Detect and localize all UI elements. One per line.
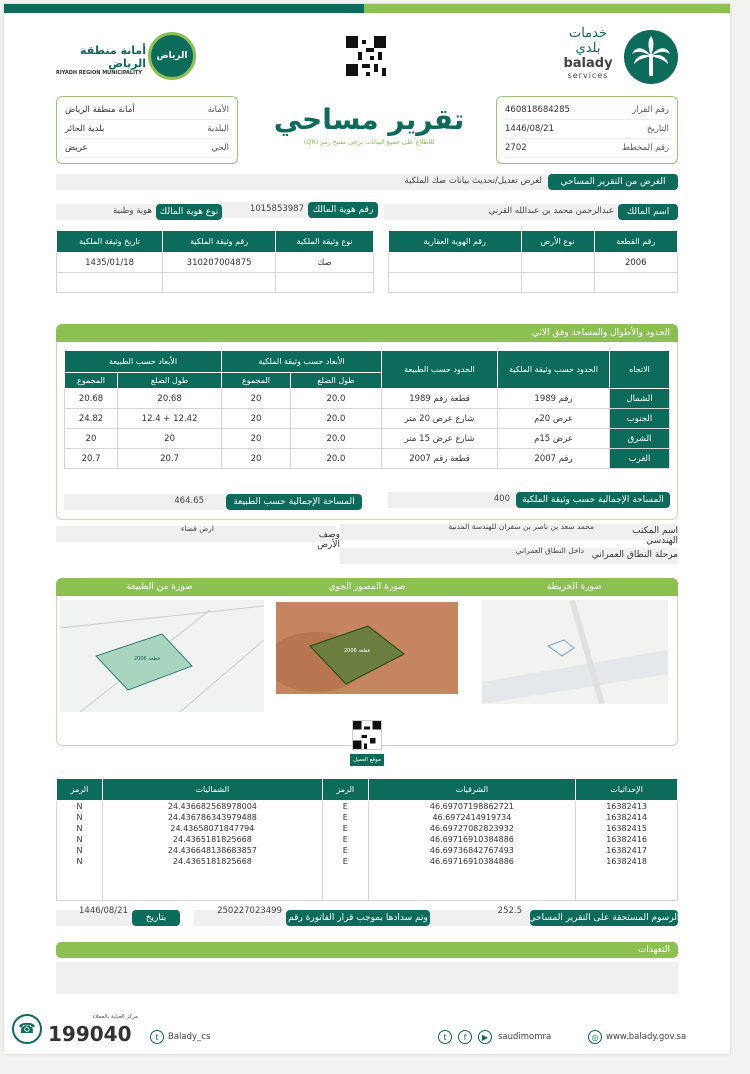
page-title: تقرير مساحي [273,103,465,136]
bounds-cell: عرض 20م [498,409,610,429]
twitter-social-icon[interactable]: t [438,1030,452,1044]
globe-icon: ◎ [588,1030,602,1044]
riyadh-municipality-emblem-icon [148,32,196,80]
aerial-plot-label: قطعة 2006 [344,648,370,654]
survey-report-page [4,4,730,1054]
coord-cell: 46.69716910384886 [368,856,575,867]
table-header: الإحداثيات [576,779,678,801]
table-row [57,845,678,856]
bounds-cell: 20.0 [290,449,381,469]
bounds-cell: 20 [118,429,222,449]
decision-row [505,139,669,158]
decision-row [505,120,669,139]
balady-logo-icon [624,30,678,84]
bounds-cell: 20 [222,429,291,449]
emblem-text: الرياض [156,51,188,61]
land-desc-label: وصف الأرض [317,530,340,550]
call-number[interactable]: 199040 [48,1022,132,1046]
purpose-label: الغرض من التقرير المساحي [548,174,678,190]
table-row [65,389,670,409]
location-label: الأمانة [207,105,229,115]
table-row [65,429,670,449]
map-image [482,600,668,704]
coord-cell: E [322,823,368,834]
coord-cell: E [322,801,368,812]
coord-cell: 16382413 [576,801,678,812]
table-header: رقم الهوية العقارية [389,231,522,253]
stage-value: داخل النطاق العمراني [515,546,584,555]
land-desc-value: ارض فضاء [180,524,214,533]
location-label: الحي [211,143,229,153]
bounds-cell: 20.7 [118,449,222,469]
th-deed-dims: الأبعاد حسب وثيقة الملكية [222,351,382,373]
table-row [57,834,678,845]
coord-cell: E [322,845,368,856]
bounds-cell: عرض 15م [498,429,610,449]
decision-info-box [496,96,678,164]
coord-cell: 24.436682568978004 [102,801,322,812]
bounds-cell: 20.0 [290,409,381,429]
table-row [57,812,678,823]
invoice-label: وتم سدادها بموجب قرار الفاتورة رقم [286,910,430,926]
table-header: الرمز [57,779,103,801]
decision-value: 2702 [505,143,527,153]
coord-cell: E [322,812,368,823]
location-value: أمانة منطقة الرياض [65,105,135,115]
table-row [65,449,670,469]
twitter-icon[interactable]: t [150,1030,164,1044]
decision-label: رقم المخطط [622,143,669,153]
pledges-body [56,962,678,994]
bounds-cell: قطعة رقم 2007 [382,449,498,469]
page-subtitle: للاطلاع على جميع البيانات يرجى مسح رمز (QR) [303,138,435,146]
coords-table [56,778,678,901]
coord-cell: 24.43658071847794 [102,823,322,834]
table-row [57,823,678,834]
call-center-label: مركز العناية بالعملاء [92,1014,138,1020]
facebook-icon[interactable]: f [458,1030,472,1044]
balady-en: balady [563,56,613,71]
bounds-cell: رقم 2007 [498,449,610,469]
youtube-icon[interactable]: ▶ [478,1030,492,1044]
purpose-value: لغرض تعديل/تحديث بيانات صك الملكية [404,176,542,186]
coord-cell: E [322,856,368,867]
report-title-block [264,102,474,146]
phone-icon: ☎ [12,1014,42,1044]
table-header: الشرقيات [368,779,575,801]
coord-cell: N [57,856,103,867]
owner-id-type-value: هوية وطنية [112,206,152,216]
coord-cell: 24.436648138683857 [102,845,322,856]
aerial-image [276,602,458,694]
owner-id-value: 1015853987 [249,204,304,214]
coord-cell: E [322,834,368,845]
location-row [65,120,229,139]
bounds-cell: 24.82 [65,409,118,429]
direction-cell: الجنوب [610,409,670,429]
th-deed-side: طول الضلع [290,373,381,389]
nature-area-label: المساحة الإجمالية حسب الطبيعة [226,494,362,510]
owner-name-label: اسم المالك [618,204,678,220]
balady-services: services [567,71,609,80]
owner-name-value: عبدالرحمن محمد بن عبدالله القرني [488,206,614,216]
coord-cell: 16382418 [576,856,678,867]
coord-cell: 24.436786343979488 [102,812,322,823]
plot-table [388,230,678,293]
bounds-cell: 20.0 [290,389,381,409]
qr-code-icon [346,36,386,76]
invoice-date-value: 1446/08/21 [79,906,128,916]
office-label: اسم المكتب الهندسي [632,526,678,546]
deed-area-value: 400 [493,494,510,504]
coord-cell: 16382415 [576,823,678,834]
stage-label: مرحلة النطاق العمراني [591,550,678,560]
office-value: محمد سعد بن ناصر بن سفران للهندسة المدنية [448,522,594,531]
coord-cell: N [57,801,103,812]
nature-plot-label: قطعة 2006 [134,656,160,662]
table-header: تاريخ وثيقة الملكية [57,231,163,253]
table-cell: صك [276,253,374,273]
bounds-table [64,350,670,469]
pledges-title: التعهدات [56,942,678,958]
invoice-value: 250227023499 [217,906,282,916]
invoice-date-label: بتاريخ [132,910,180,926]
table-cell [389,253,522,273]
twitter-handle[interactable]: Balady_cs [168,1032,211,1042]
fees-label: الرسوم المستحقة على التقرير المساحي [530,910,678,926]
bounds-cell: رقم 1989 [498,389,610,409]
coord-cell: N [57,823,103,834]
nature-area-value: 464.65 [174,496,204,506]
bounds-cell: 20 [222,389,291,409]
nature-image-label: صورة من الطبيعة [126,582,193,592]
balady-wordmark [556,26,620,80]
table-row [57,867,678,901]
bounds-cell: 20.7 [65,449,118,469]
location-value: عريض [65,143,88,153]
deed-area-label: المساحة الإجمالية حسب وثيقة الملكية [516,492,670,508]
table-header: الرمز [322,779,368,801]
th-nature-total: المجموع [65,373,118,389]
direction-cell: الغرب [610,449,670,469]
bounds-cell: شارع عرض 15 متر [382,429,498,449]
site-qr-caption: موقع العميل [350,754,384,766]
location-row [65,139,229,158]
table-row [57,856,678,867]
images-section-header [56,578,678,596]
bounds-cell: 20 [222,409,291,429]
bounds-cell: 20 [65,429,118,449]
deed-table [56,230,374,293]
top-color-bar [4,4,730,13]
coord-cell: 24.4365181825668 [102,834,322,845]
table-header: نوع الأرض [521,231,594,253]
map-image-label: صورة الخريطة [546,582,602,592]
location-row [65,101,229,120]
amana-name: أمانة منطقة الرياض [80,44,146,70]
bounds-cell: 12.42 + 12.4 [118,409,222,429]
bounds-section-title: الحدود والأطوال والمساحة وفق الاتي [56,324,678,342]
amana-en: RIYADH REGION MUNICIPALITY [56,70,142,76]
coord-cell: N [57,812,103,823]
coord-cell: 46.6972414919734 [368,812,575,823]
site-qr-code-icon [352,720,382,750]
th-nature-bounds: الحدود حسب الطبيعة [382,351,498,389]
direction-cell: الشمال [610,389,670,409]
table-row [57,801,678,812]
coord-cell: 46.69736842767493 [368,845,575,856]
decision-value: 1446/08/21 [505,124,554,134]
coord-cell: 46.69716910384886 [368,834,575,845]
coord-cell: 46.69727082823932 [368,823,575,834]
coord-cell: 16382414 [576,812,678,823]
table-header: الشماليات [102,779,322,801]
social-handle[interactable]: saudimomra [498,1032,552,1042]
bounds-cell: 20 [222,449,291,469]
location-value: بلدية الحائر [65,124,105,134]
th-nature-dims: الأبعاد حسب الطبيعة [65,351,222,373]
table-cell [521,253,594,273]
decision-row [505,101,669,120]
nature-image [60,600,264,712]
bounds-cell: 20.68 [65,389,118,409]
aerial-image-label: صورة المصور الجوي [328,582,406,592]
balady-arabic: خدمات بلدي [568,26,608,56]
bounds-cell: قطعة رقم 1989 [382,389,498,409]
th-deed-bounds: الحدود حسب وثيقة الملكية [498,351,610,389]
owner-id-label: رقم هوية المالك [308,202,378,218]
table-cell: 310207004875 [163,253,276,273]
website-link[interactable]: www.balady.gov.sa [606,1032,687,1042]
coord-cell: 16382416 [576,834,678,845]
th-direction: الاتجاه [610,351,670,389]
location-label: البلدية [207,124,229,134]
owner-id-type-label: نوع هوية المالك [156,204,222,220]
fees-value: 252.5 [497,906,522,916]
th-deed-total: المجموع [222,373,291,389]
table-header: رقم القطعة [594,231,677,253]
table-header: رقم وثيقة الملكية [163,231,276,253]
th-nature-side: طول الضلع [118,373,222,389]
coord-cell: 24.4365181825668 [102,856,322,867]
coord-cell: N [57,834,103,845]
direction-cell: الشرق [610,429,670,449]
coord-cell: N [57,845,103,856]
table-header: نوع وثيقة الملكية [276,231,374,253]
bounds-cell: 20.68 [118,389,222,409]
decision-label: التاريخ [646,124,669,134]
amana-wordmark [56,44,146,76]
bounds-cell: شارع عرض 20 متر [382,409,498,429]
decision-label: رقم القرار [632,105,669,115]
table-cell: 2006 [594,253,677,273]
table-row [65,409,670,429]
bounds-cell: 20.0 [290,429,381,449]
coord-cell: 16382417 [576,845,678,856]
table-cell: 1435/01/18 [57,253,163,273]
location-info-box [56,96,238,164]
decision-value: 460818684285 [505,105,570,115]
coord-cell: 46.69707198862721 [368,801,575,812]
